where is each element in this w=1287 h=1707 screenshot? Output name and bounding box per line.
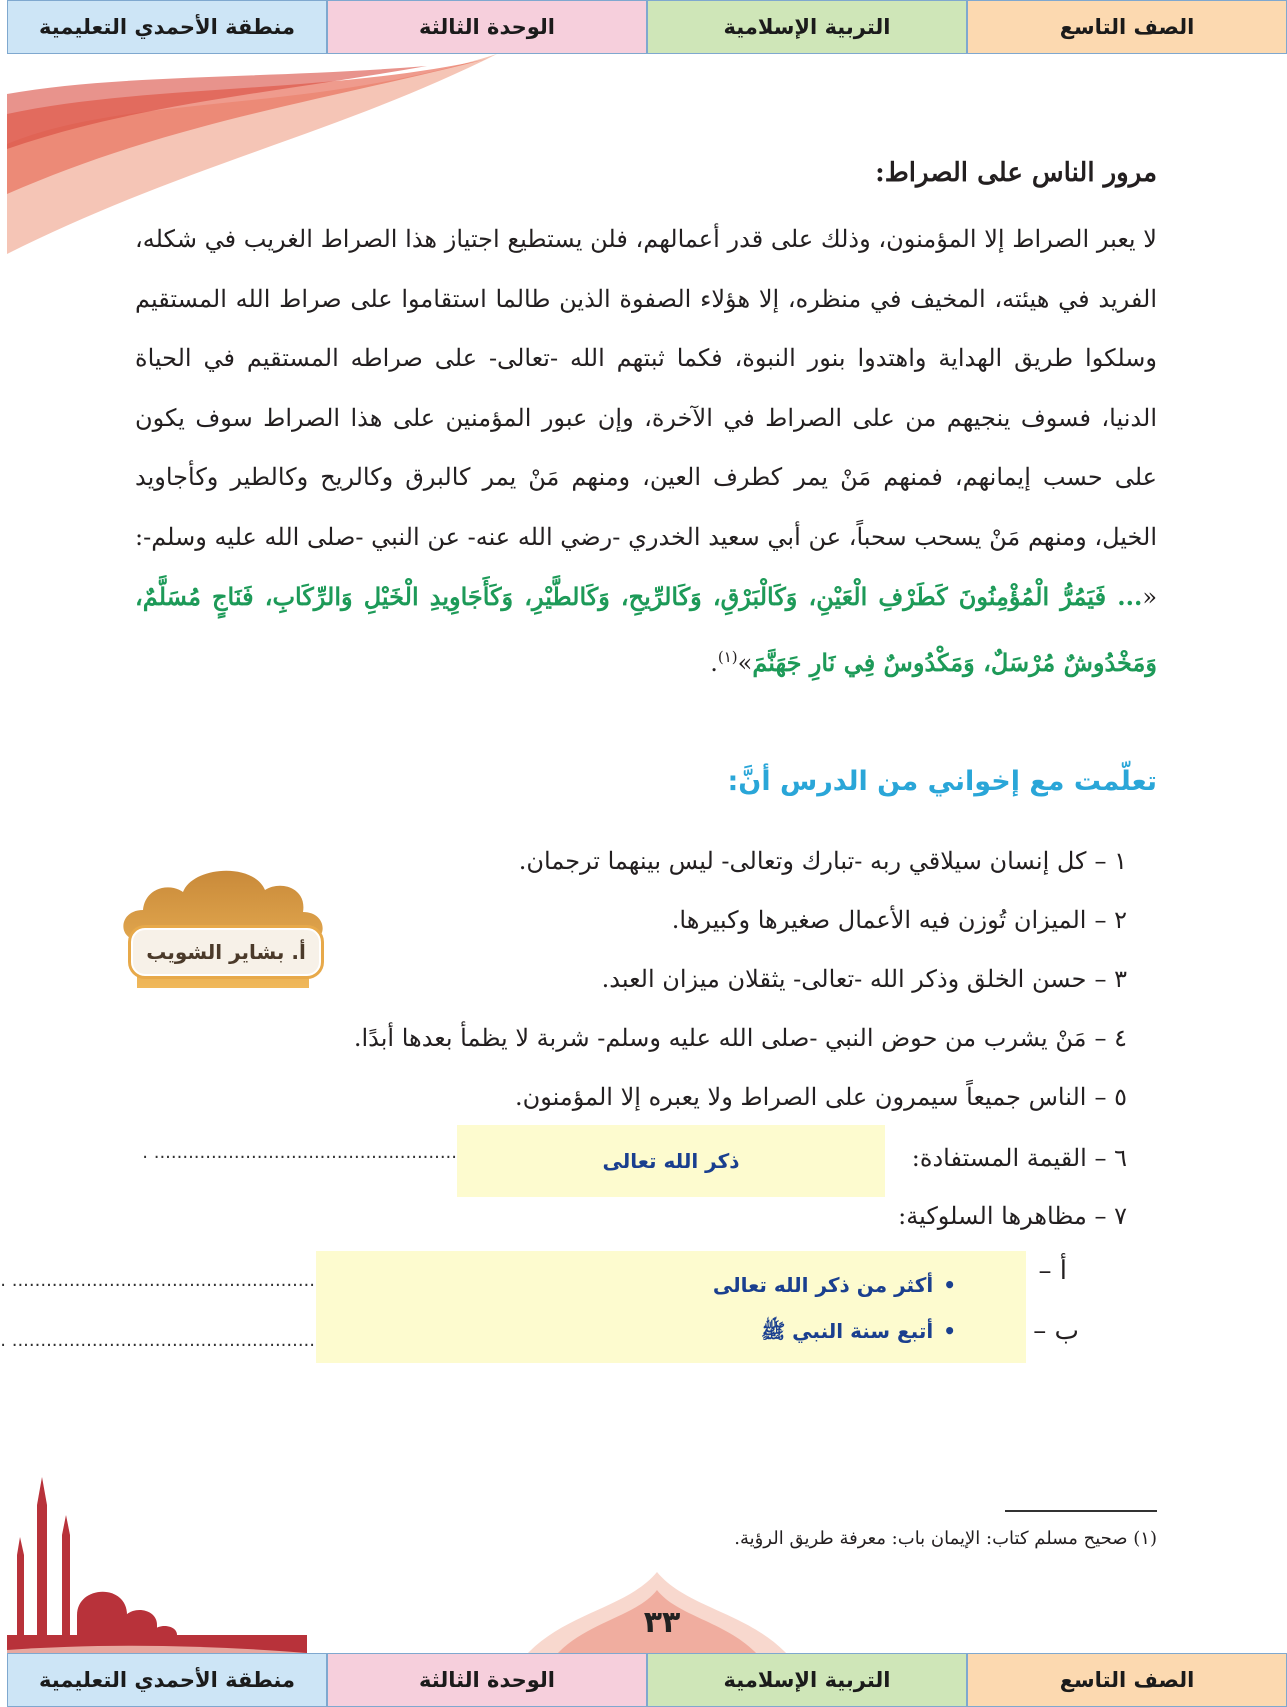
- behaviors-label: ٧ – مظاهرها السلوكية:: [898, 1202, 1127, 1230]
- paragraph-end: .: [710, 648, 718, 677]
- list-item: [227, 950, 1127, 1009]
- item-number: ٥ –: [1094, 1083, 1127, 1111]
- item-number: ٣ –: [1094, 965, 1127, 993]
- item-number: ١ –: [1094, 847, 1127, 875]
- footer-grade: الصف التاسع: [967, 1653, 1287, 1707]
- behavior-b-answer: [761, 1319, 956, 1348]
- behavior-a-text: أكثر من ذكر الله تعالى: [712, 1273, 934, 1297]
- page-number: ٣٣: [643, 1605, 681, 1640]
- hadith-closing: »: [737, 648, 753, 677]
- list-item: [227, 832, 1127, 891]
- footer-unit: الوحدة الثالثة: [327, 1653, 647, 1707]
- header-unit: الوحدة الثالثة: [327, 0, 647, 54]
- bullet-icon: •: [943, 1319, 956, 1343]
- value-answer-field[interactable]: [457, 1125, 885, 1197]
- footer-band: [7, 1653, 1287, 1707]
- behaviors-answer-field[interactable]: [316, 1251, 1026, 1363]
- mosque-silhouette-icon: [7, 1465, 307, 1655]
- section-heading: مرور الناس على الصراط:: [875, 158, 1157, 188]
- item-text: حسن الخلق وذكر الله -تعالى- يثقلان ميزان العبد.: [601, 965, 1087, 993]
- item-number: ٢ –: [1094, 906, 1127, 934]
- footer-district: منطقة الأحمدي التعليمية: [7, 1653, 327, 1707]
- list-item: [227, 1009, 1127, 1068]
- header-grade: الصف التاسع: [967, 0, 1287, 54]
- header-district: منطقة الأحمدي التعليمية: [7, 0, 327, 54]
- section-paragraph: [135, 210, 1157, 693]
- bullet-icon: •: [943, 1273, 956, 1297]
- footer-subject: التربية الإسلامية: [647, 1653, 967, 1707]
- learned-title: تعلّمت مع إخواني من الدرس أنَّ:: [727, 766, 1157, 797]
- value-answer-text: ذكر الله تعالى: [602, 1149, 740, 1173]
- item-number: ٤ –: [1094, 1024, 1127, 1052]
- footnote-marker: (١): [717, 647, 738, 666]
- item-text: كل إنسان سيلاقي ربه -تبارك وتعالى- ليس بينهما ترجمان.: [518, 847, 1087, 875]
- behavior-b-text: أتبع سنة النبي ﷺ: [761, 1319, 934, 1343]
- answer-dots-line: ..................................................... .: [142, 1142, 457, 1163]
- header-band: [7, 0, 1287, 54]
- item-text: مَنْ يشرب من حوض النبي -صلى الله عليه وسلم- شربة لا يظمأ بعدها أبدًا.: [353, 1024, 1087, 1052]
- footnote-rule: [1005, 1510, 1157, 1512]
- item-text: الميزان تُوزن فيه الأعمال صغيرها وكبيرها.: [671, 906, 1087, 934]
- header-subject: التربية الإسلامية: [647, 0, 967, 54]
- hadith-text: ... فَيَمُرُّ الْمُؤْمِنُونَ كَطَرْفِ الْعَيْنِ، وَكَالْبَرْقِ، وَكَالرِّيحِ، وَكَالطَّيْرِ، وَكَأَجَاوِيدِ الْخَيْلِ وَالرِّكَابِ، فَنَاجٍ مُسَلَّمٌ، وَمَخْدُوشٌ مُرْسَلٌ، وَمَكْدُوسٌ فِي نَارِ جَهَنَّمَ: [135, 582, 1157, 677]
- footnote: (١) صحيح مسلم كتاب: الإيمان باب: معرفة طريق الرؤية.: [734, 1528, 1157, 1549]
- paragraph-text: لا يعبر الصراط إلا المؤمنون، وذلك على قدر أعمالهم، فلن يستطيع اجتياز هذا الصراط الغريب في شكله، الفريد في هيئته، المخيف في منظره، إلا هؤلاء الصفوة الذين طالما استقاموا على صراط الله المستقيم وسلكوا طريق الهداية واهتدوا بنور النبوة، فكما ثبتهم الله -تعالى- على صراطه المستقيم في الحياة الدنيا، فسوف ينجيهم من على الصراط في الآخرة، وإن عبور المؤمنين على هذا الصراط سوف يكون على حسب إيمانهم، فمنهم مَنْ يمر كطرف العين، ومنهم مَنْ يمر كالبرق وكالريح وكالطير وكأجاويد الخيل، ومنهم مَنْ يسحب سحباً، عن أبي سعيد الخدري -رضي الله عنه- عن النبي -صلى الله عليه وسلم-: «: [135, 225, 1158, 611]
- answer-dots-line: ..................................................... .: [0, 1330, 315, 1351]
- behavior-a-label: أ –: [1038, 1256, 1067, 1286]
- behavior-b-label: ب –: [1033, 1316, 1079, 1346]
- learned-list: [227, 832, 1127, 1127]
- teacher-name-badge: أ. بشاير الشويب: [131, 928, 321, 976]
- item-text: الناس جميعاً سيمرون على الصراط ولا يعبره إلا المؤمنون.: [514, 1083, 1087, 1111]
- answer-dots-line: ..................................................... .: [0, 1270, 315, 1291]
- list-item: [227, 1068, 1127, 1127]
- behavior-a-answer: [713, 1273, 956, 1297]
- list-item: [227, 891, 1127, 950]
- value-label: ٦ – القيمة المستفادة:: [911, 1144, 1127, 1172]
